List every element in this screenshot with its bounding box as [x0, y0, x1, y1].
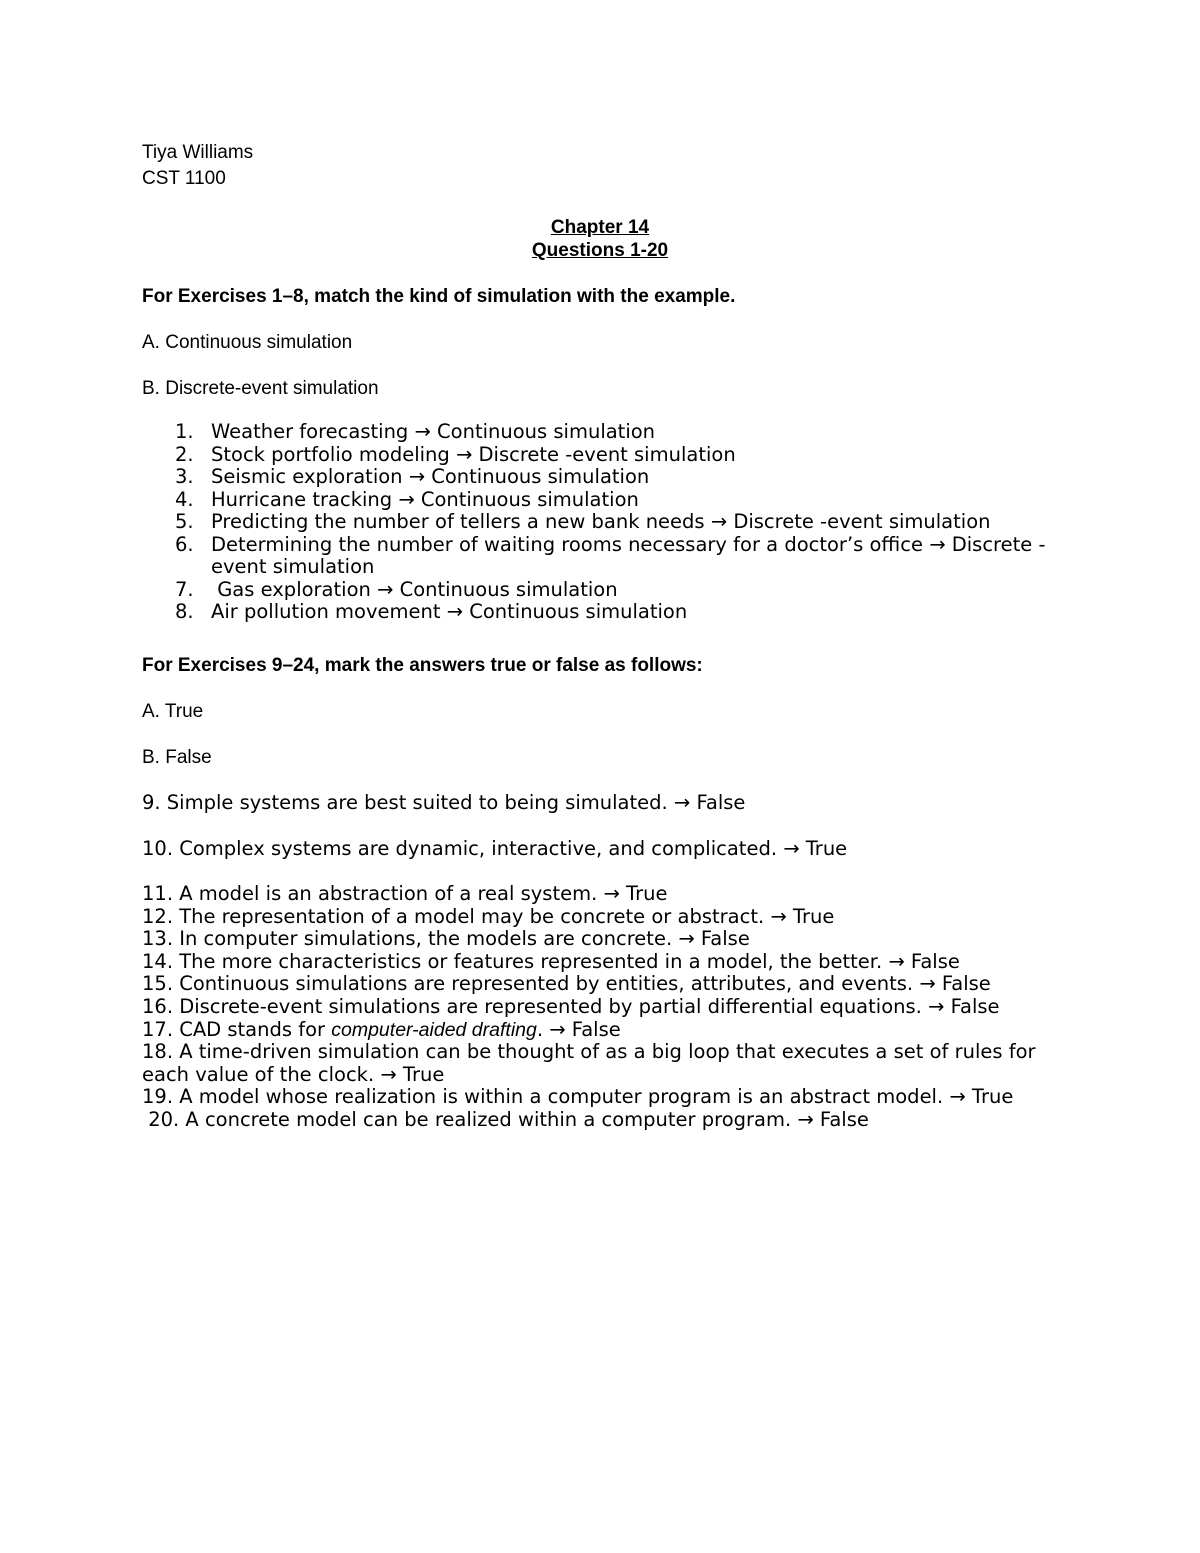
question-19: 19. A model whose realization is within a computer program is an abstract model. → True [142, 1085, 1014, 1109]
item-text: Gas exploration → Continuous simulation [211, 577, 618, 601]
question-15: 15. Continuous simulations are represented by entities, attributes, and events. → False [142, 972, 991, 996]
question-18: 18. A time-driven simulation can be thought of as a big loop that executes a set of rules for each value of the clock. → True [142, 1040, 1036, 1086]
question-17-text: 17. CAD stands for [142, 1017, 332, 1041]
list-item [142, 579, 1052, 602]
question-13: 13. In computer simulations, the models are concrete. → False [142, 927, 750, 951]
item-text: Predicting the number of tellers a new bank needs → Discrete -event simulation [211, 510, 991, 533]
item-text: Weather forecasting → Continuous simulation [211, 420, 656, 443]
section1-option-a: A. Continuous simulation [142, 332, 353, 353]
question-14: 14. The more characteristics or features represented in a model, the better. → False [142, 949, 960, 973]
item-text: Stock portfolio modeling → Discrete -event simulation [211, 442, 736, 466]
questions-subtitle: Questions 1-20 [531, 240, 669, 261]
item-number: 4. [175, 487, 194, 511]
course-code: CST 1100 [142, 168, 226, 189]
item-number: 6. [175, 532, 194, 556]
student-name: Tiya Williams [142, 142, 254, 163]
question-11: 11. A model is an abstraction of a real system. → True [142, 882, 668, 905]
item-number: 8. [175, 600, 194, 623]
list-item [142, 601, 1052, 624]
item-number: 2. [175, 442, 194, 466]
question-17-answer: . → False [536, 1017, 621, 1041]
item-number: 1. [175, 420, 194, 443]
question-12: 12. The representation of a model may be concrete or abstract. → True [142, 904, 835, 928]
question-9: 9. Simple systems are best suited to being simulated. → False [142, 791, 746, 814]
section1-instruction: For Exercises 1–8, match the kind of simulation with the example. [142, 286, 736, 307]
item-number: 5. [175, 510, 194, 533]
section1-option-b: B. Discrete-event simulation [142, 378, 379, 399]
question-17-italic-term: computer-aided drafting [331, 1018, 537, 1041]
matching-answer-list [142, 421, 1052, 624]
item-text: Air pollution movement → Continuous simulation [211, 600, 688, 623]
list-item [142, 511, 1052, 534]
question-16: 16. Discrete-event simulations are represented by partial differential equations. → False [142, 994, 1000, 1018]
list-item [142, 421, 1052, 444]
true-false-answer-list [142, 883, 1062, 1132]
section2-instruction: For Exercises 9–24, mark the answers true or false as follows: [142, 655, 703, 676]
list-item [142, 489, 1052, 512]
question-20: 20. A concrete model can be realized within a computer program. → False [142, 1107, 869, 1131]
question-10: 10. Complex systems are dynamic, interactive, and complicated. → True [142, 837, 848, 860]
section2-option-a: A. True [142, 701, 204, 722]
chapter-title: Chapter 14 [550, 217, 650, 238]
item-number: 3. [175, 465, 194, 488]
item-text: Hurricane tracking → Continuous simulation [211, 487, 639, 511]
list-item [142, 466, 1052, 489]
item-text: Determining the number of waiting rooms necessary for a doctor’s office → Discrete -event simulation [211, 532, 1046, 578]
item-text: Seismic exploration → Continuous simulation [211, 465, 650, 488]
list-item [142, 444, 1052, 467]
list-item [142, 534, 1052, 579]
item-number: 7. [175, 577, 194, 601]
question-17 [142, 1019, 1062, 1042]
section2-option-b: B. False [142, 747, 212, 768]
